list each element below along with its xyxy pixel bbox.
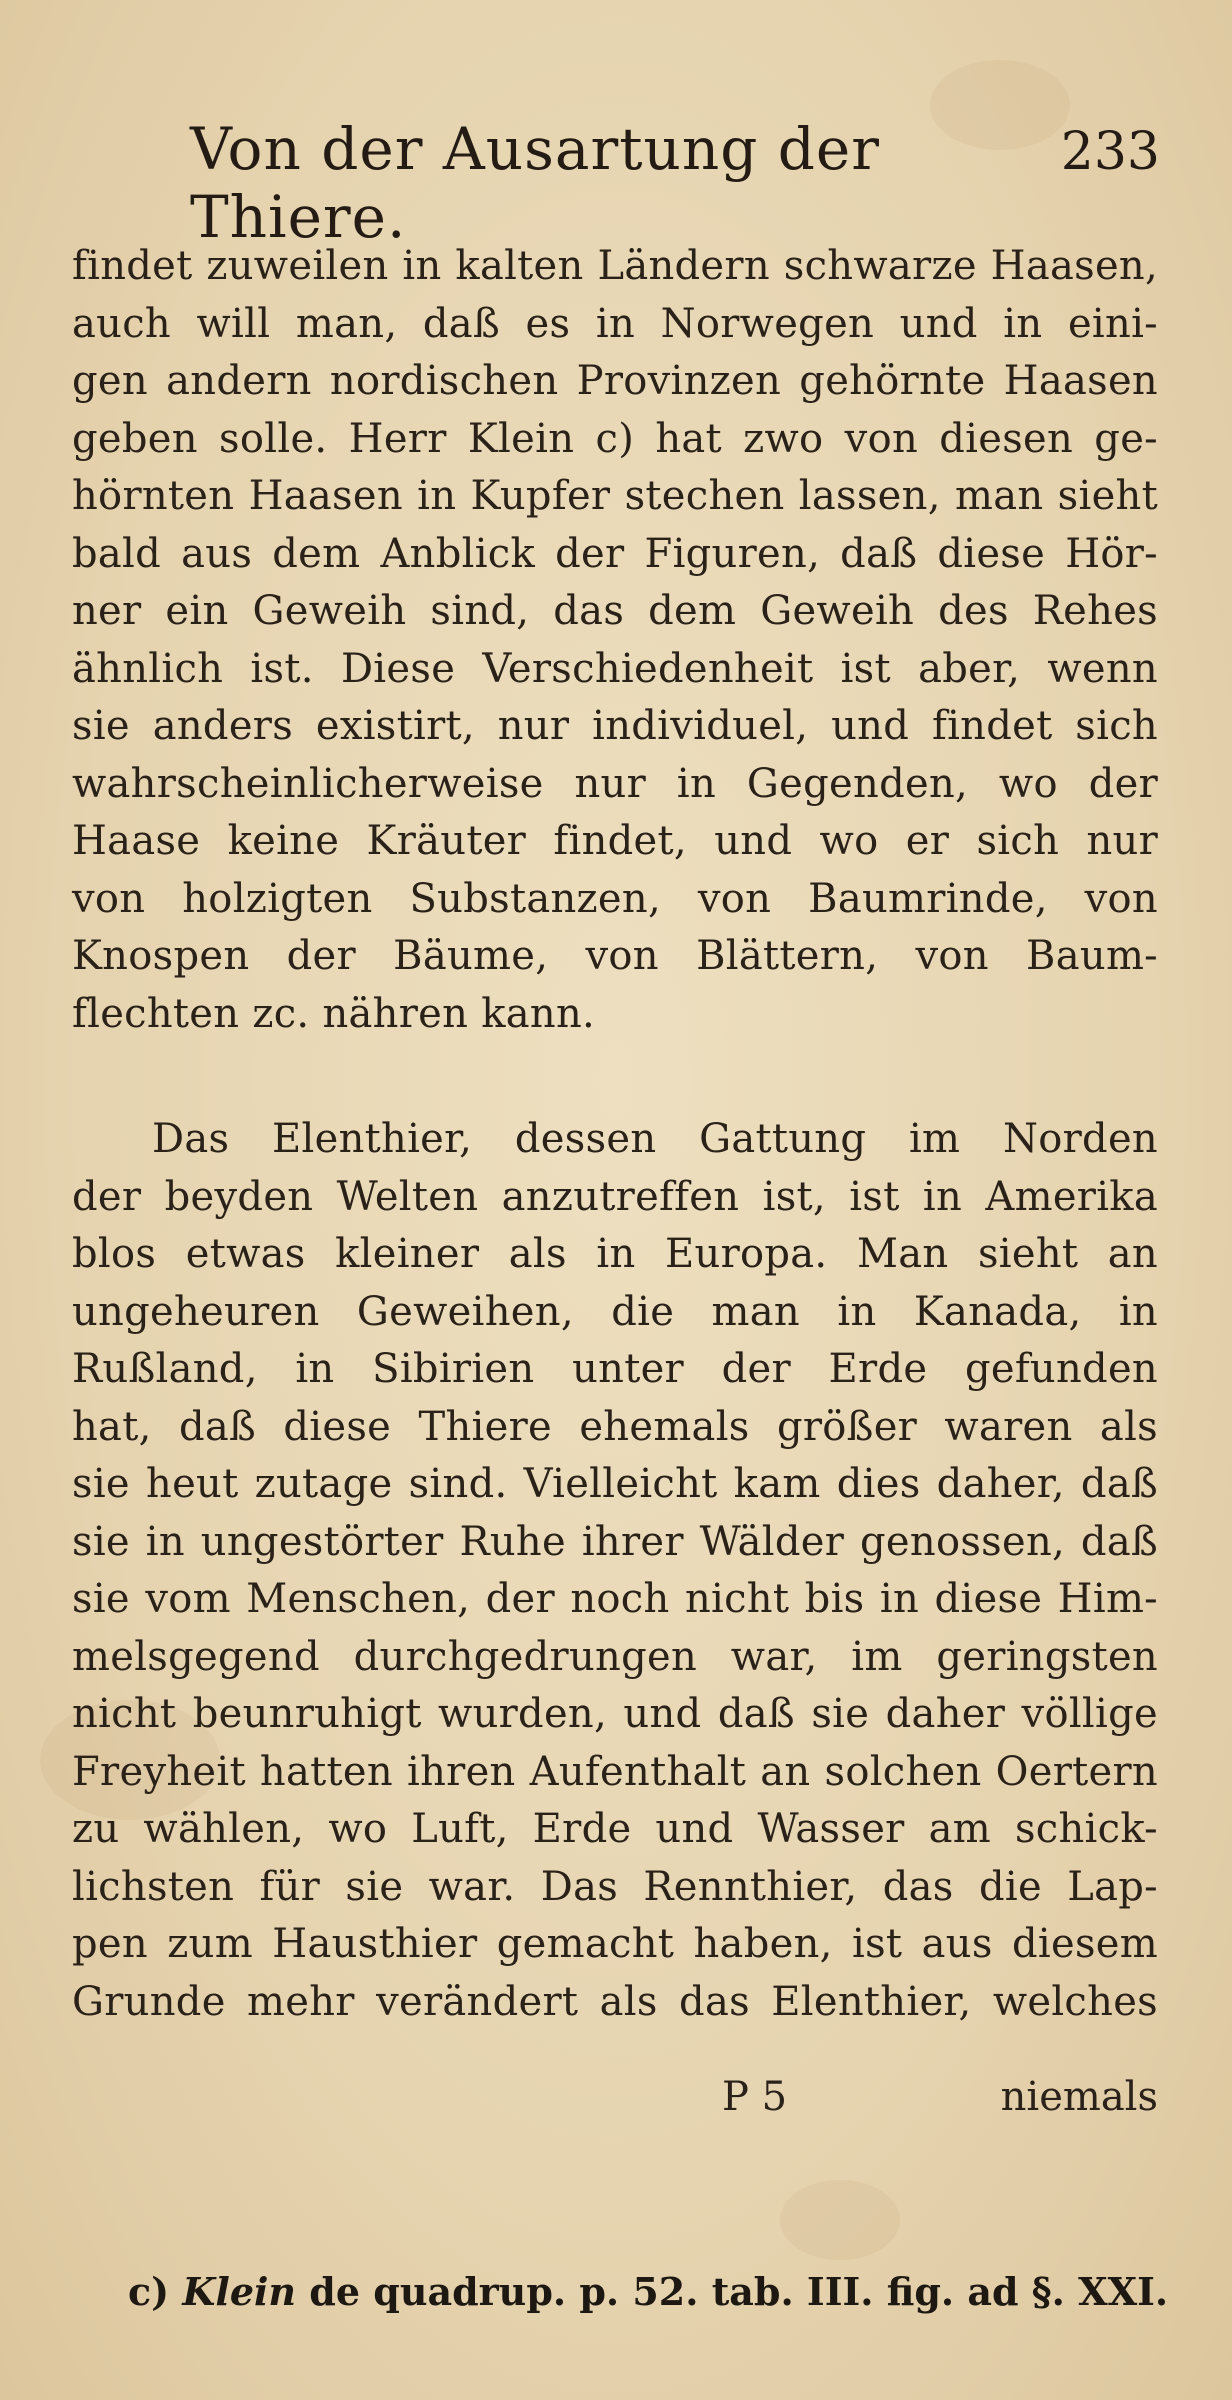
text-line: ungeheuren Geweihen, die man in Kanada, in <box>72 1288 1158 1335</box>
running-title: Von der Ausartung der Thiere. <box>190 115 880 251</box>
footnote-author: Klein <box>182 2269 297 2314</box>
text-line: geben solle. Herr Klein c) hat zwo von diesen ge- <box>72 415 1158 462</box>
text-line: hat, daß diese Thiere ehemals größer waren als <box>72 1403 1158 1450</box>
paragraph-1 <box>72 238 1158 1043</box>
running-head <box>190 115 1160 251</box>
text-line: Freyheit hatten ihren Aufenthalt an solchen Oertern <box>72 1748 1158 1795</box>
text-line: lichsten für sie war. Das Rennthier, das die Lap- <box>72 1863 1158 1910</box>
text-line: gen andern nordischen Provinzen gehörnte Haasen <box>72 358 1158 404</box>
text-line: Haase keine Kräuter findet, und wo er sich nur <box>72 818 1158 864</box>
text-line: sie heut zutage sind. Vielleicht kam dies daher, daß <box>72 1461 1158 1507</box>
catchword: niemals <box>1000 2074 1158 2120</box>
text-line: bald aus dem Anblick der Figuren, daß diese Hör- <box>72 530 1158 577</box>
text-line: zu wählen, wo Luft, Erde und Wasser am schick- <box>72 1806 1158 1852</box>
text-line: melsgegend durchgedrungen war, im geringsten <box>72 1633 1158 1680</box>
text-line: findet zuweilen in kalten Ländern schwarze Haasen, <box>72 243 1158 289</box>
paragraph-2 <box>72 1111 1158 2031</box>
text-line: sie anders existirt, nur individuel, und findet sich <box>72 703 1158 749</box>
text-line: von holzigten Substanzen, von Baumrinde, von <box>72 875 1158 922</box>
text-line: Rußland, in Sibirien unter der Erde gefunden <box>72 1346 1158 1392</box>
text-line: Grunde mehr verändert als das Elenthier, welches <box>72 1978 1158 2025</box>
text-line: ner ein Geweih sind, das dem Geweih des Rehes <box>72 588 1158 634</box>
footnote-marker: c) <box>128 2269 170 2314</box>
body-text <box>72 238 1158 2031</box>
text-line: sie in ungestörter Ruhe ihrer Wälder genossen, daß <box>72 1518 1158 1565</box>
text-line: ähnlich ist. Diese Verschiedenheit ist aber, wenn <box>72 645 1158 692</box>
signature-line <box>72 2067 1158 2127</box>
text-line: blos etwas kleiner als in Europa. Man sieht an <box>72 1231 1158 1277</box>
text-line: der beyden Welten anzutreffen ist, ist in Amerika <box>72 1173 1158 1220</box>
text-line: auch will man, daß es in Norwegen und in eini- <box>72 300 1158 347</box>
text-line: flechten zc. nähren kann. <box>72 990 596 1037</box>
text-line: Knospen der Bäume, von Blättern, von Baum- <box>72 933 1158 979</box>
text-line: Das Elenthier, dessen Gattung im Norden <box>152 1116 1158 1162</box>
text-line: pen zum Hausthier gemacht haben, ist aus diesem <box>72 1921 1158 1967</box>
text-line: hörnten Haasen in Kupfer stechen lassen, man sieht <box>72 473 1158 519</box>
text-line: sie vom Menschen, der noch nicht bis in diese Him- <box>72 1576 1158 1622</box>
printer-signature: P 5 <box>722 2074 788 2120</box>
text-line: wahrscheinlicherweise nur in Gegenden, wo der <box>72 760 1158 807</box>
page-number: 233 <box>1060 122 1160 182</box>
paper-stain <box>780 2180 900 2260</box>
text-line: nicht beunruhigt wurden, und daß sie daher völlige <box>72 1691 1158 1737</box>
footnote-text: de quadrup. p. 52. tab. III. fig. ad §. XXI. <box>309 2269 1169 2314</box>
footnote <box>128 2262 1169 2322</box>
